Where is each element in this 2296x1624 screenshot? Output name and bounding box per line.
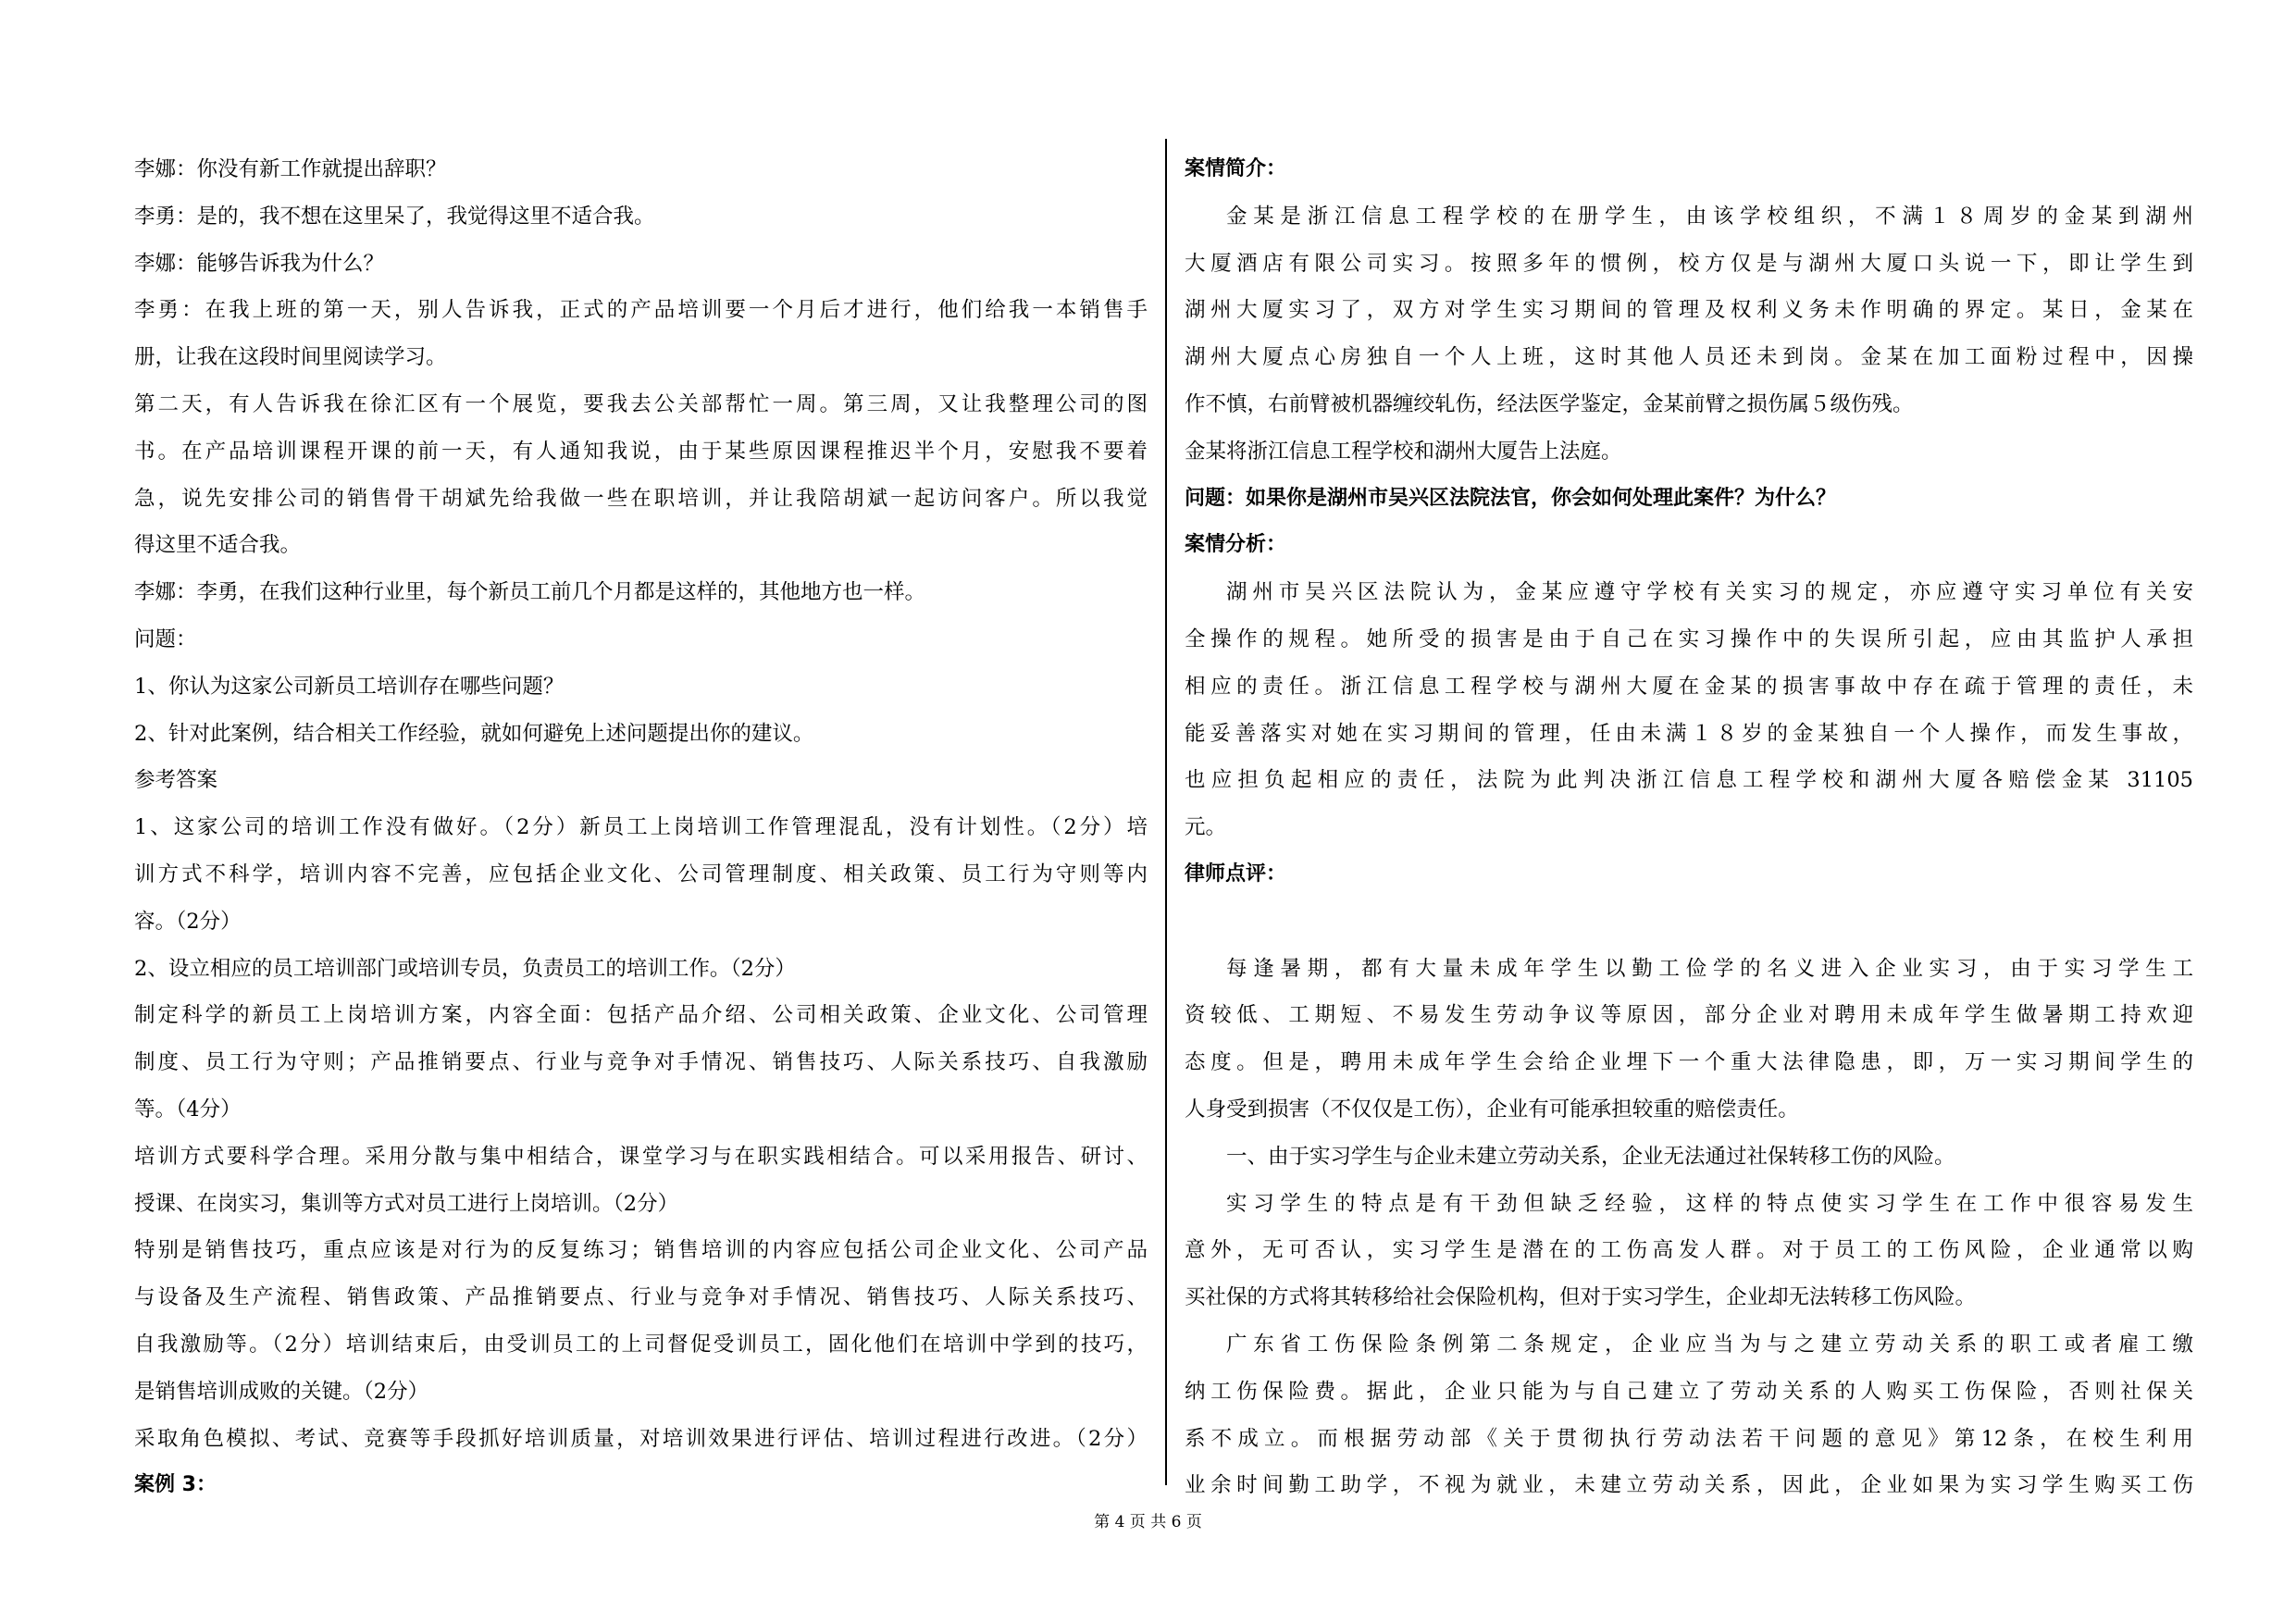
text-line: 制度、员工行为守则；产品推销要点、行业与竞争对手情况、销售技巧、人际关系技巧、自我激励 [134, 1050, 1148, 1075]
text-line: 金某将浙江信息工程学校和湖州大厦告上法庭。 [1185, 439, 1622, 464]
text-line: 急，说先安排公司的销售骨干胡斌先给我做一些在职培训，并让我陪胡斌一起访问客户。所以我觉 [134, 486, 1148, 511]
text-line: 等。（4分） [134, 1097, 242, 1122]
text-line: 业余时间勤工助学，不视为就业，未建立劳动关系，因此，企业如果为实习学生购买工伤 [1185, 1473, 2193, 1498]
text-line: 买社保的方式将其转移给社会保险机构，但对于实习学生，企业却无法转移工伤风险。 [1185, 1285, 1977, 1310]
column-divider [1165, 139, 1167, 1485]
text-line: 广东省工伤保险条例第二条规定，企业应当为与之建立劳动关系的职工或者雇工缴 [1226, 1332, 2193, 1357]
text-line: 1、你认为这家公司新员工培训存在哪些问题？ [134, 674, 565, 699]
section-heading: 律师点评： [1185, 862, 1287, 886]
text-line: 每逢暑期，都有大量未成年学生以勤工俭学的名义进入企业实习，由于实习学生工 [1226, 956, 2193, 981]
section-heading: 问题：如果你是湖州市吴兴区法院法官，你会如何处理此案件？为什么？ [1185, 486, 1837, 510]
text-line: 态度。但是，聘用未成年学生会给企业埋下一个重大法律隐患，即，万一实习期间学生的 [1185, 1050, 2193, 1075]
text-line: 自我激励等。（2分）培训结束后，由受训员工的上司督促受训员工，固化他们在培训中学到的技巧， [134, 1332, 1148, 1357]
text-line: 资较低、工期短、不易发生劳动争议等原因，部分企业对聘用未成年学生做暑期工持欢迎 [1185, 1003, 2193, 1028]
text-line: 参考答案 [134, 768, 218, 793]
text-line: 李娜：能够告诉我为什么？ [134, 251, 385, 276]
text-line: 与设备及生产流程、销售政策、产品推销要点、行业与竞争对手情况、销售技巧、人际关系技巧、 [134, 1285, 1148, 1310]
right-column [1185, 146, 2193, 1509]
left-column [134, 146, 1148, 1509]
text-line: 实习学生的特点是有干劲但缺乏经验，这样的特点使实习学生在工作中很容易发生 [1226, 1191, 2193, 1216]
text-line: 1、这家公司的培训工作没有做好。（2分）新员工上岗培训工作管理混乱，没有计划性。（2分）培 [134, 815, 1148, 840]
text-line: 大厦酒店有限公司实习。按照多年的惯例，校方仅是与湖州大厦口头说一下，即让学生到 [1185, 251, 2193, 276]
text-line: 湖州大厦点心房独自一个人上班，这时其他人员还未到岗。金某在加工面粉过程中，因操 [1185, 345, 2193, 370]
text-line: 李娜：你没有新工作就提出辞职？ [134, 157, 447, 181]
text-line: 意外，无可否认，实习学生是潜在的工伤高发人群。对于员工的工伤风险，企业通常以购 [1185, 1238, 2193, 1263]
text-line: 系不成立。而根据劳动部《关于贯彻执行劳动法若干问题的意见》第12条，在校生利用 [1185, 1426, 2193, 1451]
text-line: 作不慎，右前臂被机器缠绞轧伤，经法医学鉴定，金某前臂之损伤属５级伤残。 [1185, 391, 1914, 416]
text-line: 湖州市吴兴区法院认为，金某应遵守学校有关实习的规定，亦应遵守实习单位有关安 [1226, 580, 2193, 605]
section-heading: 案例 3： [134, 1473, 217, 1497]
text-line: 全操作的规程。她所受的损害是由于自己在实习操作中的失误所引起，应由其监护人承担 [1185, 626, 2193, 651]
text-line: 容。（2分） [134, 909, 242, 934]
text-line: 相应的责任。浙江信息工程学校与湖州大厦在金某的损害事故中存在疏于管理的责任，未 [1185, 674, 2193, 699]
text-line: 得这里不适合我。 [134, 533, 302, 558]
text-line: 纳工伤保险费。据此，企业只能为与自己建立了劳动关系的人购买工伤保险，否则社保关 [1185, 1379, 2193, 1404]
text-line: 书。在产品培训课程开课的前一天，有人通知我说，由于某些原因课程推迟半个月，安慰我不要着 [134, 439, 1148, 464]
text-line: 元。 [1185, 815, 1227, 840]
text-line: 湖州大厦实习了，双方对学生实习期间的管理及权利义务未作明确的界定。某日，金某在 [1185, 298, 2193, 323]
text-line: 2、针对此案例，结合相关工作经验，就如何避免上述问题提出你的建议。 [134, 721, 814, 746]
text-line: 能妥善落实对她在实习期间的管理，任由未满１８岁的金某独自一个人操作，而发生事故， [1185, 721, 2193, 746]
section-heading: 案情分析： [1185, 533, 1287, 557]
text-line: 制定科学的新员工上岗培训方案，内容全面：包括产品介绍、公司相关政策、企业文化、公司管理 [134, 1003, 1148, 1028]
text-line: 授课、在岗实习，集训等方式对员工进行上岗培训。（2分） [134, 1191, 679, 1216]
text-line: 李勇：是的，我不想在这里呆了，我觉得这里不适合我。 [134, 204, 655, 229]
section-heading [1185, 899, 2193, 946]
text-line: 册，让我在这段时间里阅读学习。 [134, 345, 447, 370]
text-line: 也应担负起相应的责任，法院为此判决浙江信息工程学校和湖州大厦各赔偿金某 31105 [1185, 768, 2193, 793]
text-line: 金某是浙江信息工程学校的在册学生，由该学校组织，不满１８周岁的金某到湖州 [1226, 204, 2193, 229]
text-line: 采取角色模拟、考试、竞赛等手段抓好培训质量，对培训效果进行评估、培训过程进行改进。（2分） [134, 1426, 1148, 1451]
text-line: 是销售培训成败的关键。（2分） [134, 1379, 429, 1404]
text-line: 训方式不科学，培训内容不完善，应包括企业文化、公司管理制度、相关政策、员工行为守则等内 [134, 862, 1148, 886]
text-line: 李娜：李勇，在我们这种行业里，每个新员工前几个月都是这样的，其他地方也一样。 [134, 580, 926, 605]
page-footer: 第 4 页 共 6 页 [1094, 1513, 1202, 1531]
section-heading: 案情简介： [1185, 157, 1287, 180]
text-line: 一、由于实习学生与企业未建立劳动关系，企业无法通过社保转移工伤的风险。 [1226, 1144, 1955, 1169]
text-line: 李勇：在我上班的第一天，别人告诉我，正式的产品培训要一个月后才进行，他们给我一本销售手 [134, 298, 1148, 323]
text-line: 人身受到损害（不仅仅是工伤），企业有可能承担较重的赔偿责任。 [1185, 1097, 1799, 1122]
text-line: 问题： [134, 626, 197, 651]
text-line: 特别是销售技巧，重点应该是对行为的反复练习；销售培训的内容应包括公司企业文化、公司产品 [134, 1238, 1148, 1263]
text-line: 2、设立相应的员工培训部门或培训专员，负责员工的培训工作。（2分） [134, 956, 796, 981]
text-line: 第二天，有人告诉我在徐汇区有一个展览，要我去公关部帮忙一周。第三周，又让我整理公司的图 [134, 391, 1148, 416]
text-line: 培训方式要科学合理。采用分散与集中相结合，课堂学习与在职实践相结合。可以采用报告、研讨、 [134, 1144, 1148, 1169]
